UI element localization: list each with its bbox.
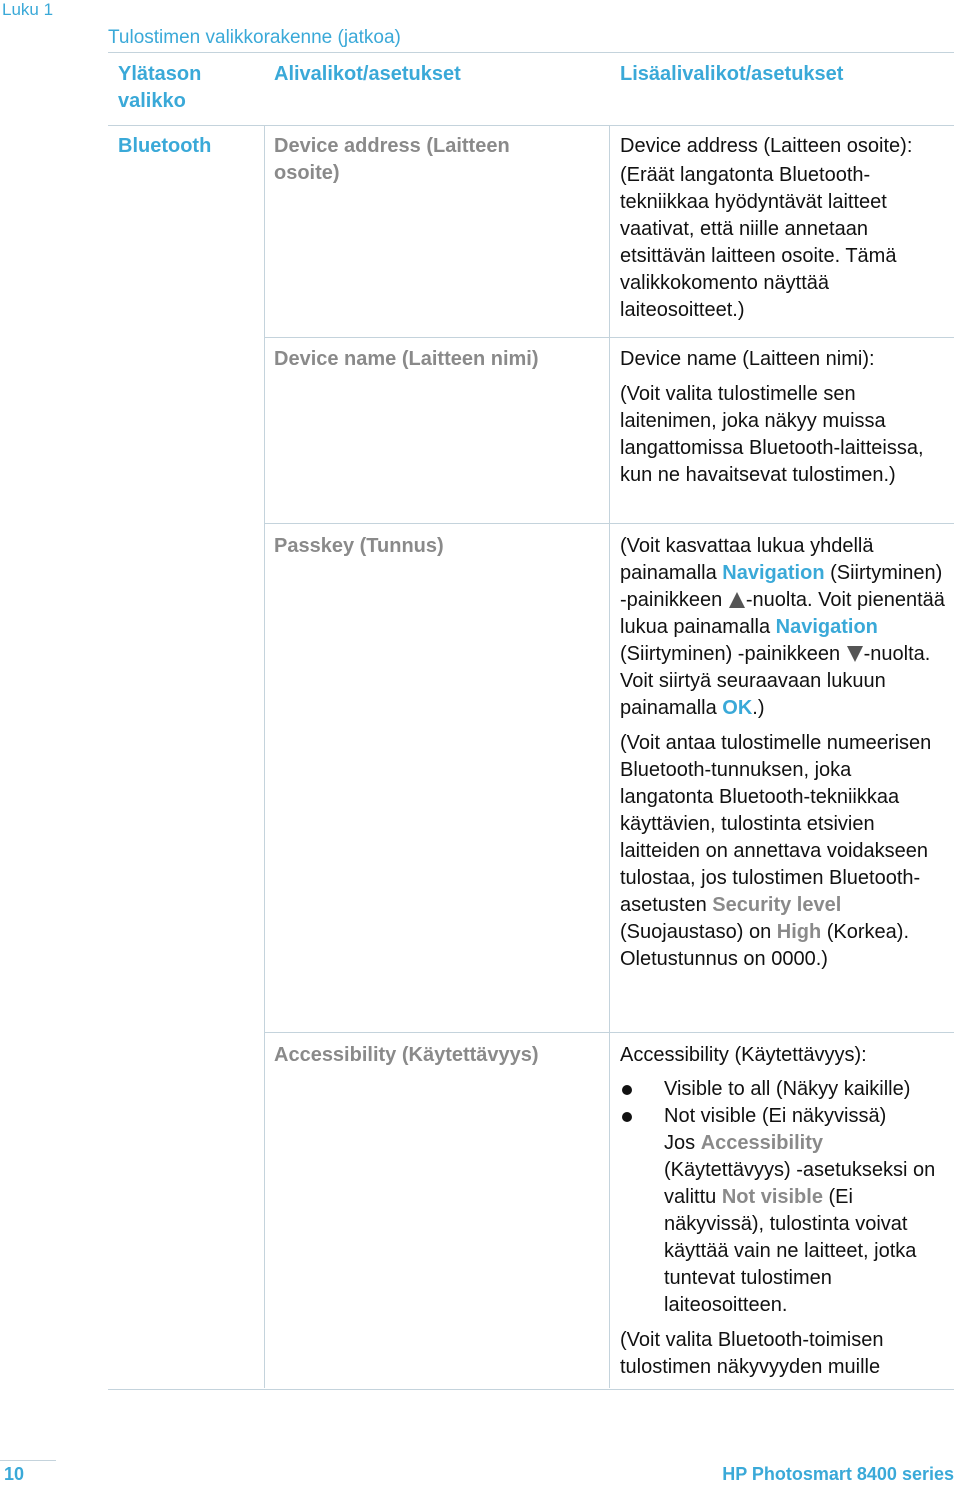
not-visible-ref: Not visible [721, 1186, 823, 1208]
navigation-button-ref: Navigation [722, 562, 825, 584]
accessibility-note: Jos Accessibility (Käytettävyys) -asetukseksi on valittu Not visible (Ei näkyvissä), tulostinta voivat käyttää vain ne laitteet, jotka tuntevat tulostimen laiteosoitteen. [664, 1132, 936, 1316]
accessibility-options [620, 1076, 950, 1381]
down-arrow-icon [846, 645, 864, 663]
product-name: HP Photosmart 8400 series [722, 1464, 954, 1484]
submenu-accessibility: Accessibility (Käytettävyys) [274, 1044, 539, 1066]
option-title: Device name (Laitteen nimi): [620, 348, 875, 370]
column-header-submenu: Alivalikot/asetukset [274, 63, 461, 85]
options-accessibility-title: Accessibility (Käytettävyys): [620, 1044, 867, 1066]
navigation-button-ref: Navigation [775, 616, 878, 638]
submenu-device-address: Device address (Laitteen osoite) [274, 135, 510, 184]
list-item: Visible to all (Näkyy kaikille) [620, 1076, 950, 1103]
row-divider-2 [264, 523, 954, 524]
column-divider-1 [264, 125, 265, 1388]
options-device-name [620, 346, 950, 489]
top-menu-cell: Bluetooth [118, 135, 212, 157]
option-title: Device address (Laitteen osoite): [620, 135, 913, 157]
option-description: (Eräät langatonta Bluetooth-tekniikkaa hyödyntävät laitteet vaativat, että niille annetaan etsittävän laitteen osoite. Tämä valikkokomento näyttää laiteosoitteet.) [620, 164, 897, 321]
page-number: 10 [4, 1464, 25, 1484]
options-device-address [620, 133, 950, 324]
submenu-passkey: Passkey (Tunnus) [274, 535, 444, 557]
column-divider-2 [609, 125, 610, 1388]
passkey-nav-instructions: (Voit kasvattaa lukua yhdellä painamalla Navigation (Siirtyminen) -painikkeen -nuolta. Voit pienentää lukua painamalla Navigation (Siirtyminen) -painikkeen -nuolta. Voit siirtyä seuraavaan lukuun painamalla OK.) [620, 535, 945, 719]
option-description: (Voit valita tulostimelle sen laitenimen, joka näkyy muissa langattomissa Bluetooth-laitteissa, kun ne havaitsevat tulostimen.) [620, 383, 924, 486]
accessibility-ref: Accessibility [700, 1132, 823, 1154]
options-passkey [620, 533, 950, 973]
high-ref: High [776, 921, 822, 943]
submenu-device-name: Device name (Laitteen nimi) [274, 348, 539, 370]
bullet-icon [622, 1112, 632, 1122]
column-header-top-menu: Ylätason valikko [118, 63, 202, 112]
ok-button-ref: OK [722, 697, 753, 719]
up-arrow-icon [728, 591, 746, 609]
chapter-label: Luku 1 [2, 0, 54, 19]
bullet-icon [622, 1085, 632, 1095]
table-caption: Tulostimen valikkorakenne (jatkoa) [108, 27, 401, 48]
row-divider-1 [264, 337, 954, 338]
header-divider [108, 125, 954, 126]
column-header-options: Lisäalivalikot/asetukset [620, 63, 844, 85]
list-item: Not visible (Ei näkyvissä) [620, 1103, 950, 1130]
row-divider-3 [264, 1032, 954, 1033]
footer-rule [0, 1460, 56, 1461]
security-level-ref: Security level [712, 894, 842, 916]
accessibility-description: (Voit valita Bluetooth-toimisen tulostimen näkyvyyden muille [620, 1329, 884, 1378]
passkey-description: (Voit antaa tulostimelle numeerisen Bluetooth-tunnuksen, joka langatonta Bluetooth-tekniikkaa käyttävien, tulostinta etsivien laitteiden on annettava voidakseen tulostaa, jos tulostimen Bluetooth-asetusten Security level (Suojaustaso) on High (Korkea). Oletustunnus on 0000.) [620, 732, 932, 970]
